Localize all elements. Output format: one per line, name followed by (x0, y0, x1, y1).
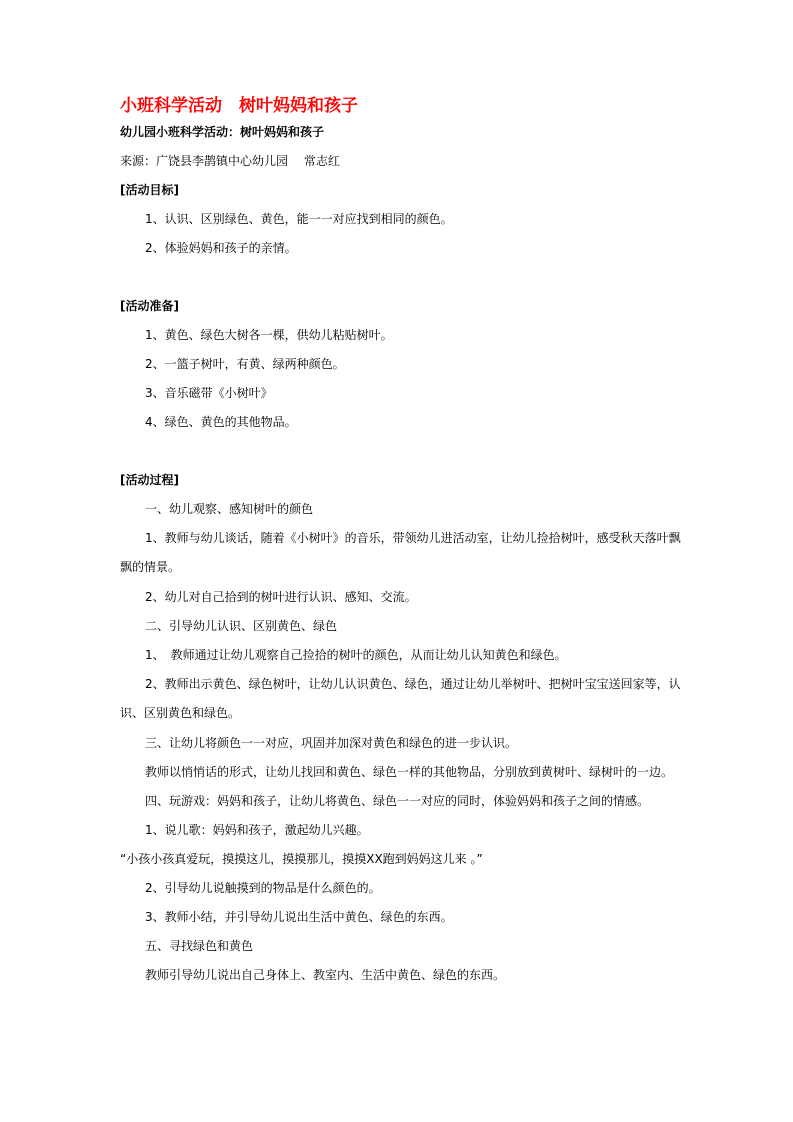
process-heading: [活动过程] (120, 473, 179, 487)
process-step: 五、寻找绿色和黄色 (145, 939, 254, 953)
source-line: 来源：广饶县李鹊镇中心幼儿园 常志红 (120, 154, 340, 168)
prep-item: 3、音乐磁带《小树叶》 (145, 386, 273, 400)
process-paragraph: 1、教师与幼儿谈话，随着《小树叶》的音乐，带领幼儿进活动室，让幼儿捡拾树叶，感受秋天落叶飘飘的情景。 (120, 531, 681, 574)
process-paragraph: 教师以悄悄话的形式，让幼儿找回和黄色、绿色一样的其他物品，分别放到黄树叶、绿树叶的一边。 (145, 765, 674, 779)
process-paragraph: 1、说儿歌：妈妈和孩子，激起幼儿兴趣。 (145, 823, 369, 837)
document-subtitle: 幼儿园小班科学活动：树叶妈妈和孩子 (120, 125, 325, 139)
document-title: 小班科学活动 树叶妈妈和孩子 (120, 96, 358, 116)
process-step: 四、玩游戏：妈妈和孩子，让幼儿将黄色、绿色一一对应的同时，体验妈妈和孩子之间的情感。 (145, 794, 650, 808)
process-step: 一、幼儿观察、感知树叶的颜色 (145, 502, 314, 516)
process-paragraph: 3、教师小结，并引导幼儿说出生活中黄色、绿色的东西。 (145, 910, 453, 924)
process-paragraph: 2、幼儿对自己拾到的树叶进行认识、感知、交流。 (145, 590, 417, 604)
goal-item: 1、认识、区别绿色、黄色，能一一对应找到相同的颜色。 (145, 212, 453, 226)
process-step: 三、让幼儿将颜色一一对应，巩固并加深对黄色和绿色的进一步认识。 (145, 736, 518, 750)
prep-item: 2、一篮子树叶，有黄、绿两种颜色。 (145, 357, 345, 371)
goal-item: 2、体验妈妈和孩子的亲情。 (145, 241, 297, 255)
process-paragraph: 2、教师出示黄色、绿色树叶，让幼儿认识黄色、绿色，通过让幼儿举树叶、把树叶宝宝送回家等，认识、区别黄色和绿色。 (120, 677, 681, 720)
process-step: 二、引导幼儿认识、区别黄色、绿色 (145, 619, 338, 633)
prep-item: 4、绿色、黄色的其他物品。 (145, 415, 297, 429)
prep-heading: [活动准备] (120, 299, 179, 313)
prep-item: 1、黄色、绿色大树各一棵，供幼儿粘贴树叶。 (145, 328, 393, 342)
process-paragraph: 教师引导幼儿说出自己身体上、教室内、生活中黄色、绿色的东西。 (145, 968, 506, 982)
process-paragraph: 2、引导幼儿说触摸到的物品是什么颜色的。 (145, 881, 381, 895)
process-paragraph: 1、 教师通过让幼儿观察自己捡拾的树叶的颜色，从而让幼儿认知黄色和绿色。 (145, 648, 567, 662)
goals-heading: [活动目标] (120, 183, 179, 197)
nursery-rhyme: “小孩小孩真爱玩，摸摸这儿，摸摸那儿，摸摸XX跑到妈妈这儿来 。” (120, 852, 483, 866)
